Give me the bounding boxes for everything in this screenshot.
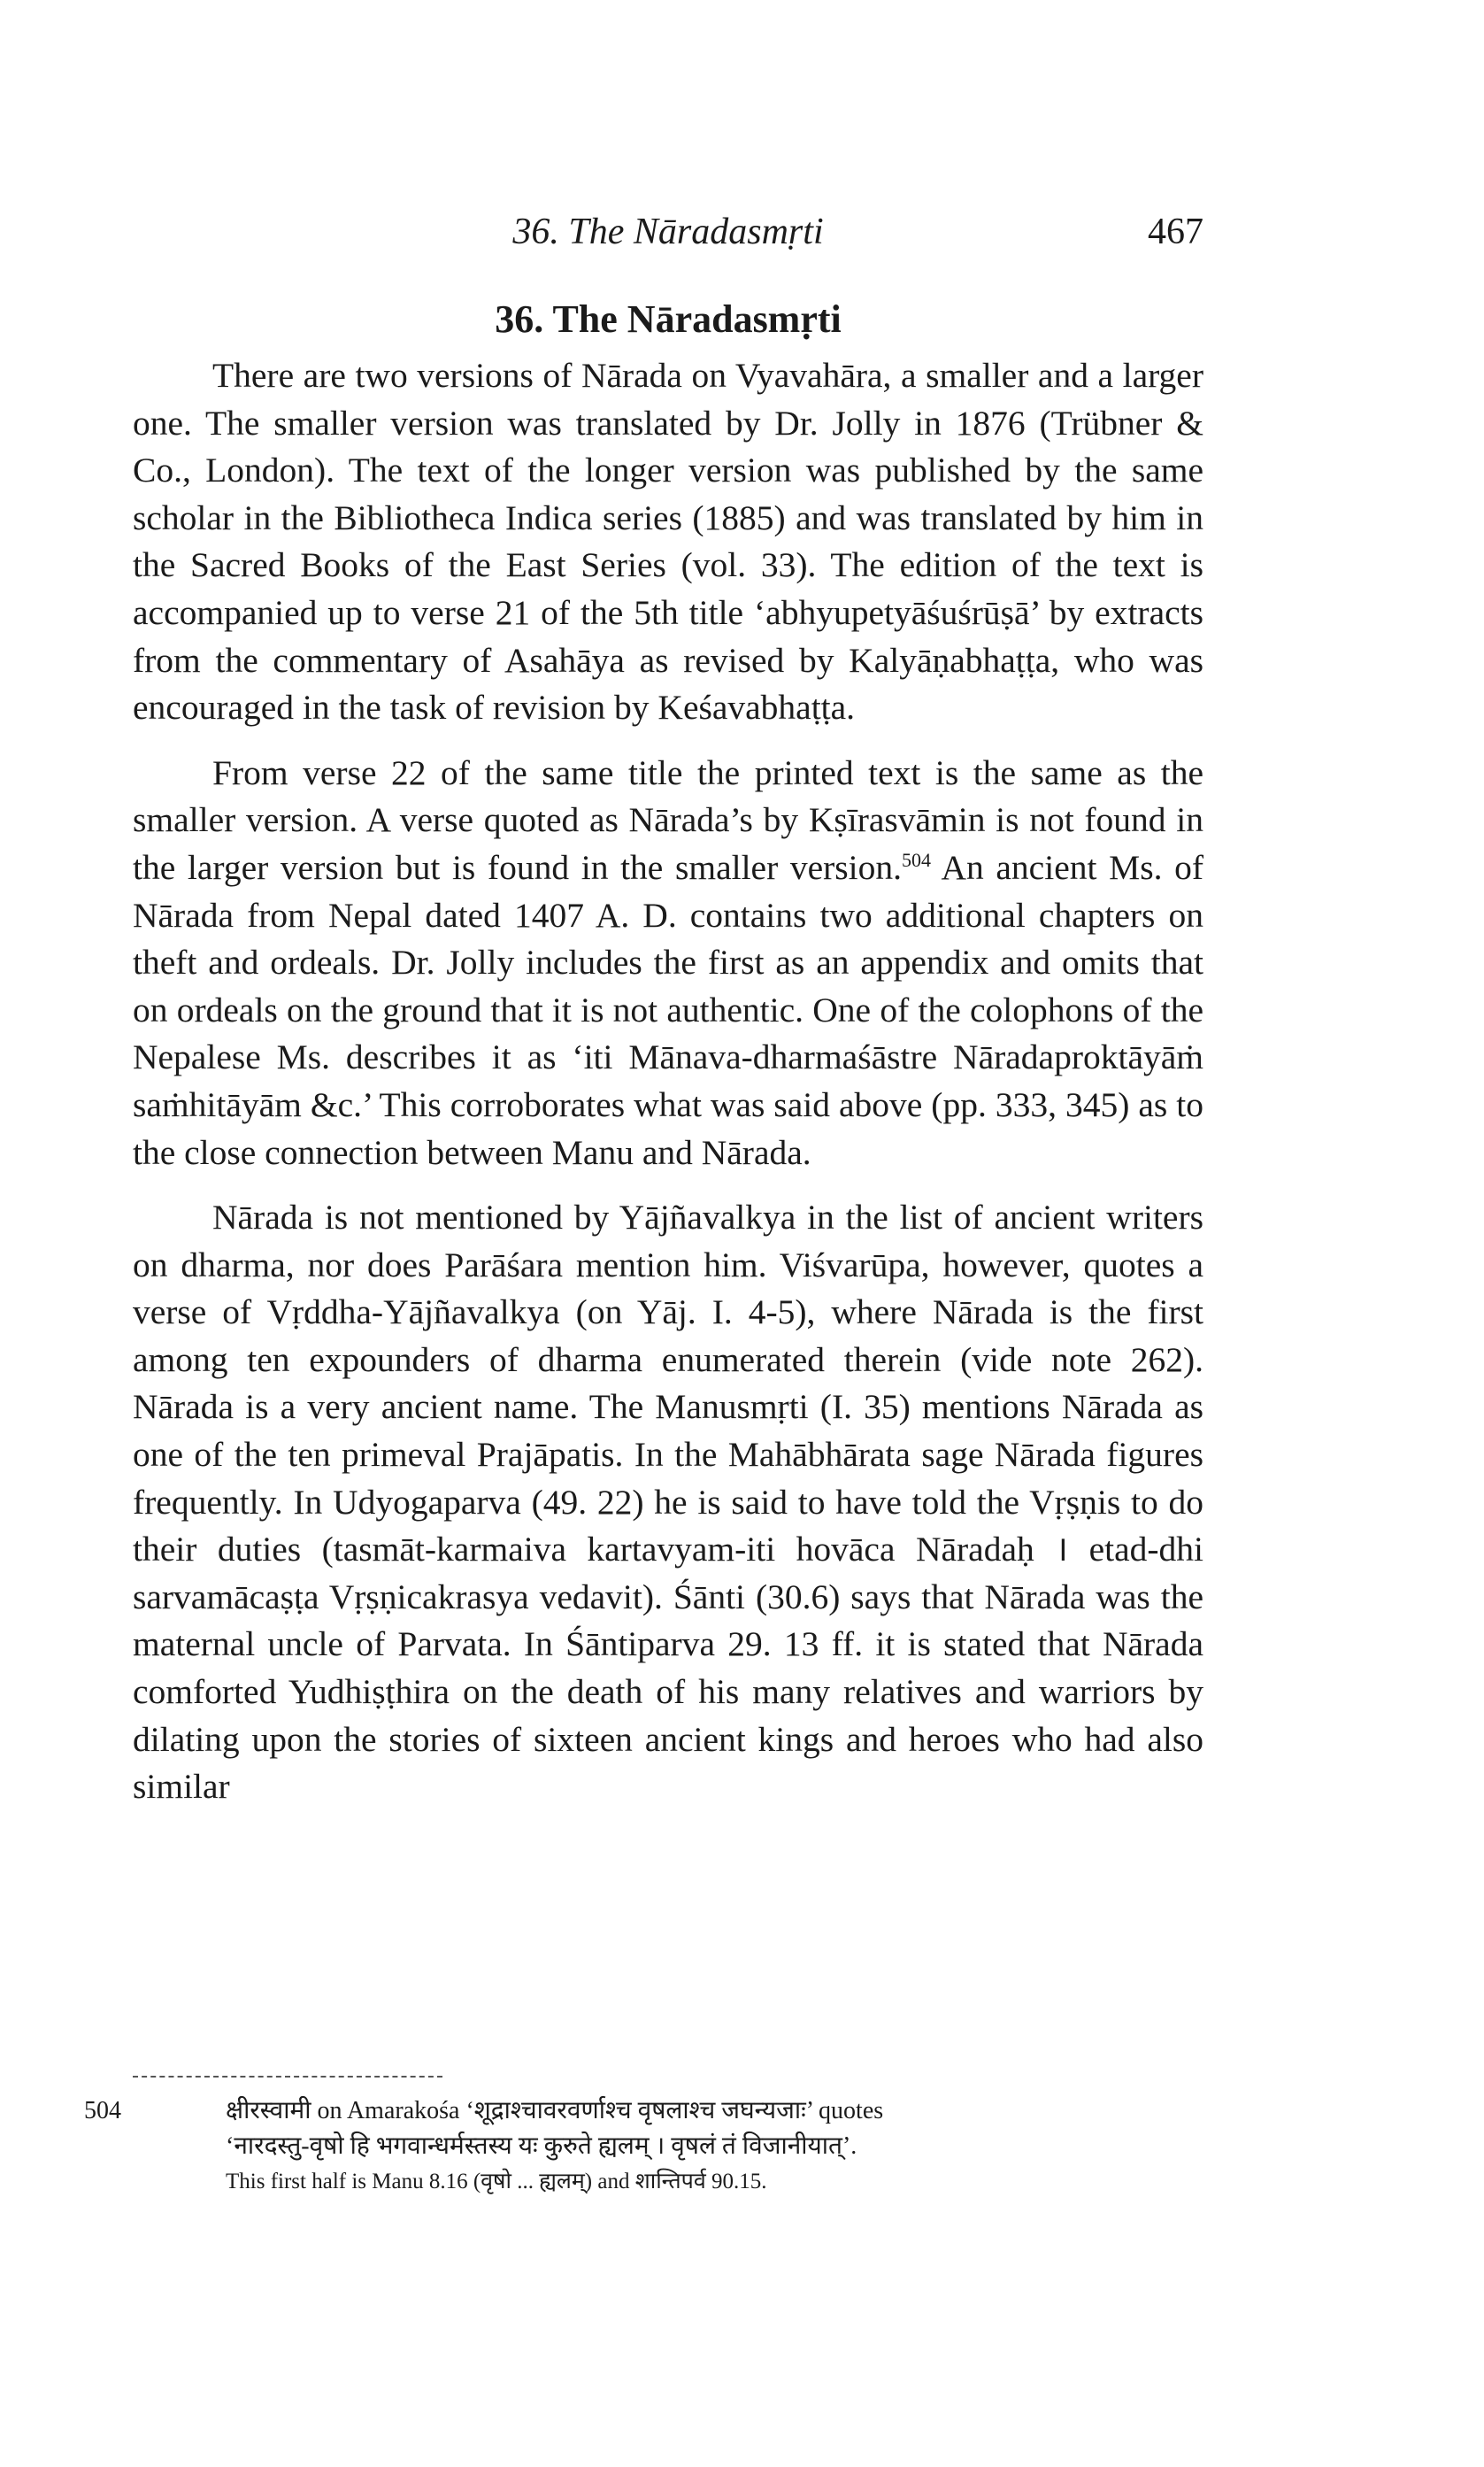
running-head-title: 36. The Nāradasmṛti <box>512 212 824 252</box>
paragraph <box>133 750 1203 1176</box>
footnote-line: ‘नारदस्तु-वृषो हि भगवान्धर्मस्तस्य यः कुरुते ह्यलम् । वृषलं तं विजानीयात्’. <box>226 2132 857 2160</box>
body-text <box>133 352 1203 1829</box>
footnote-number: 504 <box>84 2097 121 2124</box>
paragraph: Nārada is not mentioned by Yājñavalkya in the list of ancient writers on dharma, nor does Parāśara mention him. Viśvarūpa, however, quotes a verse of Vṛddha-Yājñavalkya (on Yāj. I. 4-5), where Nārada is the first among ten expounders of dharma enumerated therein (vide note 262). Nārada is a very ancient name. The Manusmṛti (I. 35) mentions Nārada as one of the ten primeval Prajāpatis. In the Mahābhārata sage Nārada figures frequently. In Udyogaparva (49. 22) he is said to have told the Vṛṣṇis to do their duties (tasmāt-karmaiva kartavyam-iti hovāca Nāradaḥ । etad-dhi sarvamācaṣṭa Vṛṣṇicakrasya vedavit). Śānti (30.6) says that Nārada was the maternal uncle of Parvata. In Śāntiparva 29. 13 ff. it is stated that Nārada comforted Yudhiṣṭhira on the death of his many relatives and warriors by dilating upon the stories of sixteen ancient kings and heroes who had also similar <box>133 1198 1203 1807</box>
footnote <box>84 2093 1208 2200</box>
paragraph: There are two versions of Nārada on Vyavahāra, a smaller and a larger one. The smaller version was translated by Dr. Jolly in 1876 (Trübner & Co., London). The text of the longer version was published by the same scholar in the Bibliotheca Indica series (1885) and was translated by him in the Sacred Books of the East Series (vol. 33). The edition of the text is accompanied up to verse 21 of the 5th title ‘abhyupetyāśuśrūṣā’ by extracts from the commentary of Asahāya as revised by Kalyāṇabhaṭṭa, who was encouraged in the task of revision by Keśavabhaṭṭa. <box>133 356 1203 728</box>
paragraph-text: An ancient Ms. of Nārada from Nepal dated 1407 A. D. contains two additional chapters on theft and ordeals. Dr. Jolly includes the first as an appendix and omits that on ordeals on the ground that it is not authentic. One of the colophons of the Nepalese Ms. describes it as ‘iti Mānava-dharmaśāstre Nāradaproktāyāṁ saṁhitāyām &c.’ This corroborates what was said above (pp. 333, 345) as to the close connection between Manu and Nārada. <box>133 847 1203 1172</box>
section-heading: 36. The Nāradasmṛti <box>495 297 842 341</box>
paragraph-text: From verse 22 of the same title the printed text is the same as the smaller version. A verse quoted as Nārada’s by Kṣīrasvāmin is not found in the larger version but is found in the smaller version. <box>133 752 1203 887</box>
footnote-line: क्षीरस्वामी on Amarakośa ‘शूद्राश्चावरवर्णाश्च वृषलाश्च जघन्यजाः’ quotes <box>226 2097 884 2124</box>
footnote-line: This first half is Manu 8.16 (वृषो ... ह्यलम्) and शान्तिपर्व 90.15. <box>226 2170 767 2193</box>
page-number: 467 <box>1148 212 1203 252</box>
footnote-divider <box>133 2076 442 2078</box>
footnote-text <box>226 2093 1208 2200</box>
running-head <box>133 211 1203 264</box>
footnote-reference[interactable]: 504 <box>902 848 932 871</box>
